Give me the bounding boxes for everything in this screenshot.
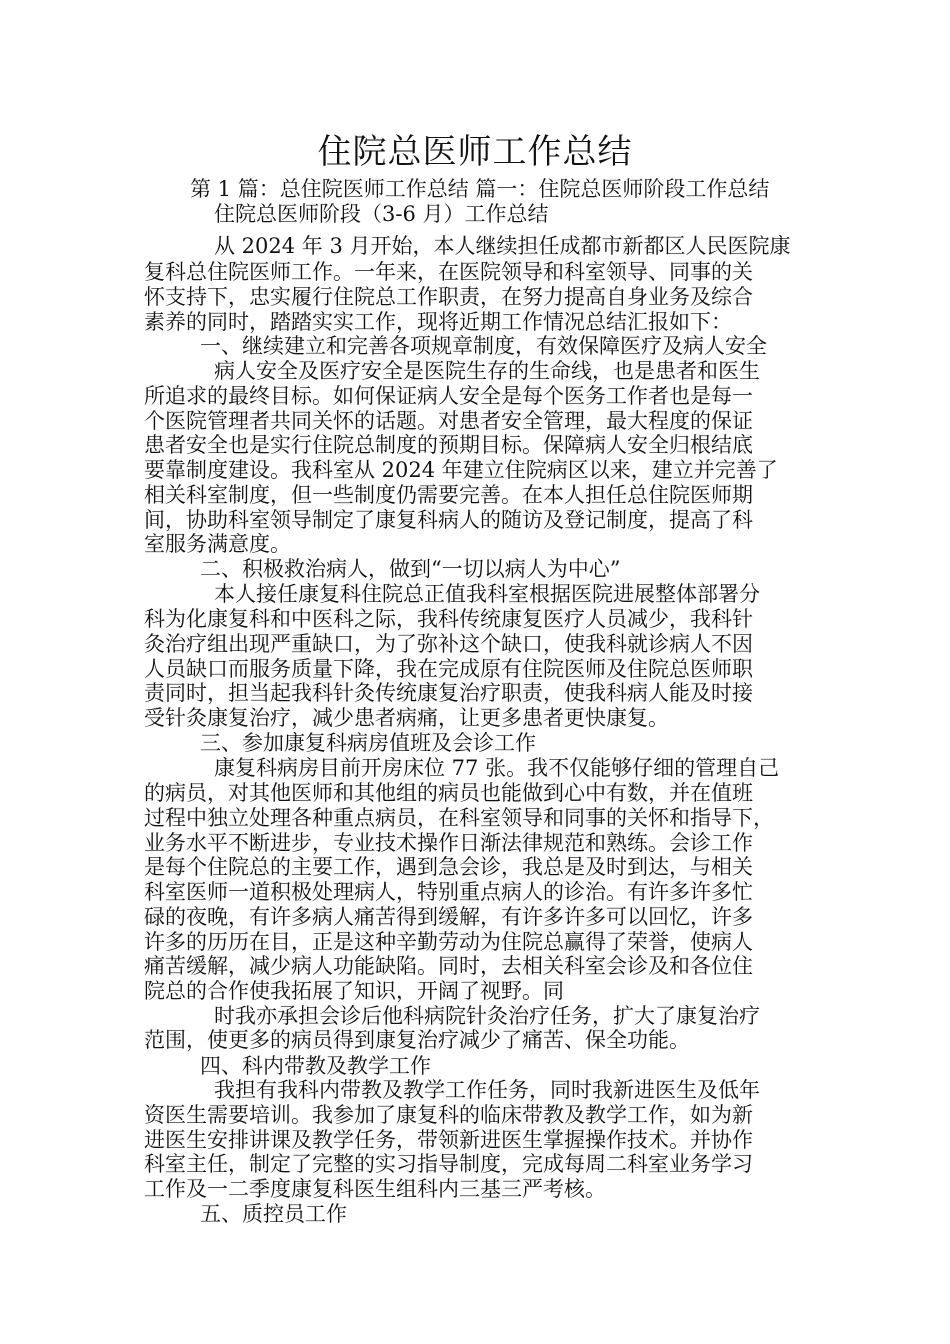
body-line: 灸治疗组出现严重缺口，为了弥补这个缺口，使我科就诊病人不因 [144,632,753,656]
body-line: 我担有我科内带教及教学工作任务，同时我新进医生及低年 [214,1078,760,1102]
body-line: 受针灸康复治疗，减少患者病痛，让更多患者更快康复。 [144,706,669,730]
body-line: 责同时，担当起我科针灸传统康复治疗职责，使我科病人能及时接 [144,681,753,705]
body-line: 科室主任，制定了完整的实习指导制度，完成每周二科室业务学习 [144,1152,753,1176]
body-line: 要靠制度建设。我科室从 2024 年建立住院病区以来，建立并完善了 [144,458,778,482]
body-line: 院总的合作使我拓展了知识，开阔了视野。同 [144,979,564,1003]
body-line: 怀支持下，忠实履行住院总工作职责，在努力提高自身业务及综合 [144,285,753,309]
body-line: 痛苦缓解，减少病人功能缺陷。同时，去相关科室会诊及和各位住 [144,954,753,978]
body-line: 二、积极救治病人，做到“一切以病人为中心” [200,557,621,581]
body-line: 范围，使更多的病员得到康复治疗减少了痛苦、保全功能。 [144,1028,690,1052]
subtitle-line-2: 住院总医师阶段（3-6 月）工作总结 [214,202,549,226]
body-line: 一、继续建立和完善各项规章制度，有效保障医疗及病人安全 [200,334,767,358]
body-line: 的病员，对其他医师和其他组的病员也能做到心中有数，并在值班 [144,781,753,805]
body-line: 病人安全及医疗安全是医院生存的生命线，也是患者和医生 [214,359,760,383]
subtitle-line-1: 第 1 篇：总住院医师工作总结 篇一：住院总医师阶段工作总结 [190,177,770,201]
body-line: 工作及一二季度康复科医生组科内三基三严考核。 [144,1177,606,1201]
body-line: 患者安全也是实行住院总制度的预期目标。保障病人安全归根结底 [144,433,753,457]
body-line: 业务水平不断进步，专业技术操作日渐法律规范和熟练。会诊工作 [144,831,753,855]
body-line: 复科总住院医师工作。一年来，在医院领导和科室领导、同事的关 [144,260,753,284]
body-line: 许多的历历在目，正是这种辛勤劳动为住院总赢得了荣誉，使病人 [144,930,753,954]
body-line: 四、科内带教及教学工作 [200,1054,431,1078]
body-line: 人员缺口而服务质量下降，我在完成原有住院医师及住院总医师职 [144,657,753,681]
body-line: 所追求的最终目标。如何保证病人安全是每个医务工作者也是每一 [144,384,753,408]
body-line: 个医院管理者共同关怀的话题。对患者安全管理，最大程度的保证 [144,409,753,433]
document-title: 住院总医师工作总结 [317,132,633,172]
body-line: 相关科室制度，但一些制度仍需要完善。在本人担任总住院医师期 [144,483,753,507]
body-line: 素养的同时，踏踏实实工作，现将近期工作情况总结汇报如下： [144,310,732,334]
body-line: 进医生安排讲课及教学任务，带领新进医生掌握操作技术。并协作 [144,1128,753,1152]
body-line: 资医生需要培训。我参加了康复科的临床带教及教学工作，如为新 [144,1103,753,1127]
body-line: 从 2024 年 3 月开始，本人继续担任成都市新都区人民医院康 [214,234,791,258]
body-line: 康复科病房目前开房床位 77 张。我不仅能够仔细的管理自己 [214,756,780,780]
body-line: 过程中独立处理各种重点病员，在科室领导和同事的关怀和指导下， [144,806,774,830]
body-line: 五、质控员工作 [200,1202,347,1226]
body-line: 科室医师一道积极处理病人，特别重点病人的诊治。有许多许多忙 [144,880,753,904]
body-line: 时我亦承担会诊后他科病院针灸治疗任务，扩大了康复治疗 [214,1004,760,1028]
body-line: 本人接任康复科住院总正值我科室根据医院进展整体部署分 [214,582,760,606]
body-line: 三、参加康复科病房值班及会诊工作 [200,731,536,755]
body-line: 间，协助科室领导制定了康复科病人的随访及登记制度，提高了科 [144,508,753,532]
body-line: 室服务满意度。 [144,532,291,556]
body-line: 碌的夜晚，有许多病人痛苦得到缓解，有许多许多可以回忆，许多 [144,905,753,929]
body-line: 科为化康复科和中医科之际，我科传统康复医疗人员减少，我科针 [144,607,753,631]
body-line: 是每个住院总的主要工作，遇到急会诊，我总是及时到达，与相关 [144,855,753,879]
